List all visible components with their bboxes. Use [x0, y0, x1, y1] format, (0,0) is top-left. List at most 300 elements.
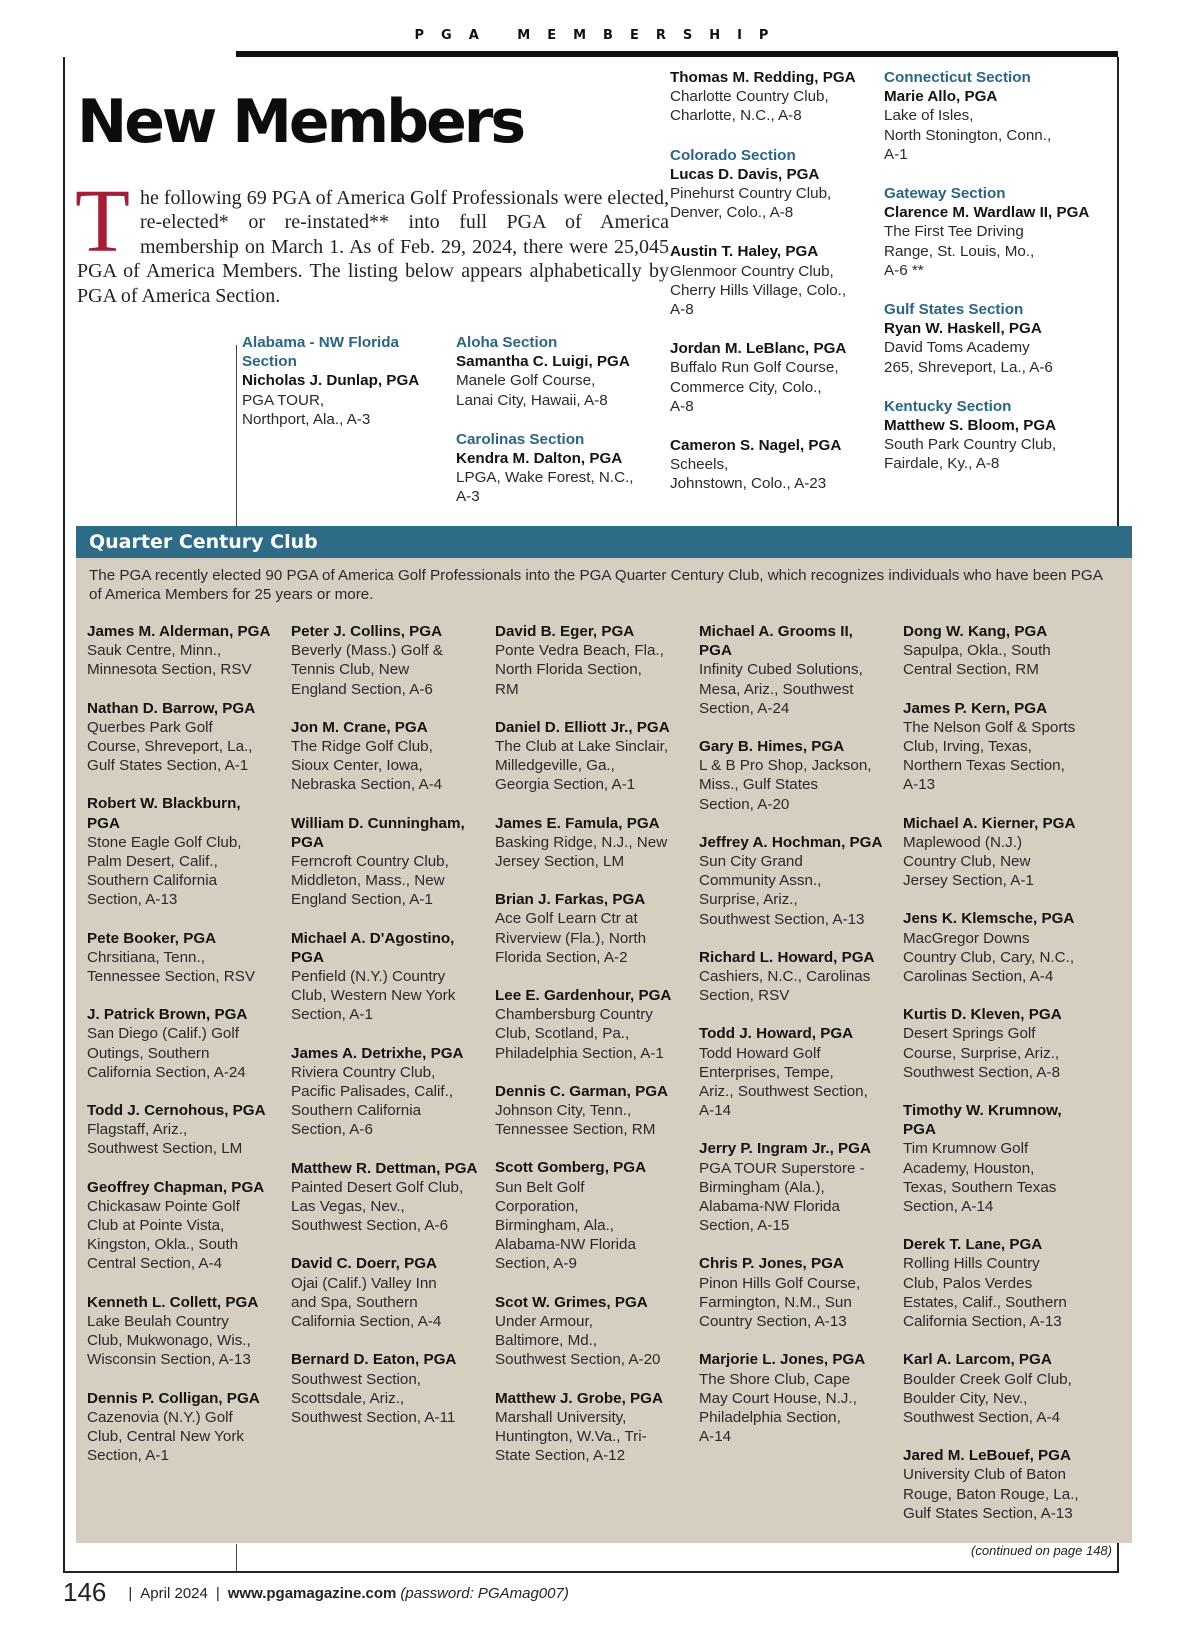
qcc-column-4	[699, 622, 889, 1465]
member-detail: L & B Pro Shop, Jackson,	[699, 757, 872, 775]
member-detail: Buffalo Run Golf Course,	[670, 359, 839, 377]
column-divider	[236, 345, 237, 527]
member-detail: Querbes Park Golf	[87, 718, 213, 736]
qcc-member-entry	[903, 1446, 1093, 1523]
member-entry	[456, 430, 656, 507]
member-name: Jon M. Crane, PGA	[291, 718, 428, 736]
member-name: Cameron S. Nagel, PGA	[670, 437, 842, 455]
member-detail: Mesa, Ariz., Southwest	[699, 680, 854, 698]
qcc-member-entry	[291, 1044, 481, 1140]
member-detail: Northern Texas Section,	[903, 757, 1065, 775]
member-detail: San Diego (Calif.) Golf	[87, 1025, 239, 1043]
qcc-member-entry	[87, 929, 277, 987]
member-detail: North Stonington, Conn.,	[884, 126, 1052, 144]
member-detail: Gulf States Section, A-1	[87, 757, 249, 775]
qcc-member-entry	[699, 737, 889, 814]
member-detail: Philadelphia Section,	[699, 1408, 841, 1426]
member-detail: Tim Krumnow Golf	[903, 1140, 1029, 1158]
member-name: Nicholas J. Dunlap, PGA	[242, 372, 420, 390]
member-detail: Section, A-15	[699, 1217, 790, 1235]
qcc-member-entry	[87, 1005, 277, 1082]
member-detail: Palm Desert, Calif.,	[87, 853, 218, 871]
member-detail: Section, A-24	[699, 699, 790, 717]
member-detail: Penfield (N.Y.) Country	[291, 968, 446, 986]
qcc-member-entry	[903, 1350, 1093, 1427]
member-detail: Range, St. Louis, Mo.,	[884, 242, 1035, 260]
member-detail: Country Club, New	[903, 853, 1031, 871]
member-name: Pete Booker, PGA	[87, 929, 217, 947]
qcc-column-1	[87, 622, 277, 1484]
member-name: Nathan D. Barrow, PGA	[87, 699, 256, 717]
member-detail: The First Tee Driving	[884, 223, 1024, 241]
member-name: Timothy W. Krumnow, PGA	[903, 1102, 1062, 1139]
qcc-member-entry	[699, 1024, 889, 1120]
member-entry	[670, 436, 875, 494]
member-detail: Glenmoor Country Club,	[670, 262, 834, 280]
qcc-member-entry	[87, 1178, 277, 1274]
member-detail: Southwest Section, LM	[87, 1140, 243, 1158]
member-detail: David Toms Academy	[884, 339, 1030, 357]
member-detail: Southwest Section, A-8	[903, 1063, 1061, 1081]
member-name: Michael A. Grooms II, PGA	[699, 623, 853, 660]
member-name: Clarence M. Wardlaw II, PGA	[884, 204, 1090, 222]
member-detail: Fairdale, Ky., A-8	[884, 455, 1000, 473]
member-name: Gary B. Himes, PGA	[699, 738, 845, 756]
footer-separator: |	[215, 1585, 220, 1602]
member-detail: Club at Pointe Vista,	[87, 1217, 225, 1235]
member-detail: Manele Golf Course,	[456, 372, 596, 390]
member-detail: Lake of Isles,	[884, 107, 974, 125]
member-detail: A-1	[884, 145, 908, 163]
page-footer	[63, 1577, 569, 1609]
member-name: Thomas M. Redding, PGA	[670, 69, 856, 86]
qcc-member-entry	[291, 718, 481, 795]
member-detail: Estates, Calif., Southern	[903, 1293, 1067, 1311]
member-detail: A-14	[699, 1428, 732, 1446]
qcc-member-entry	[699, 833, 889, 929]
member-entry	[670, 242, 875, 319]
qcc-member-entry	[87, 1101, 277, 1159]
member-entry	[670, 146, 875, 223]
member-detail: Community Assn.,	[699, 872, 822, 890]
member-detail: Stone Eagle Golf Club,	[87, 833, 242, 851]
member-detail: California Section, A-13	[903, 1313, 1062, 1331]
member-entry	[884, 397, 1104, 474]
member-detail: Chambersburg Country	[495, 1006, 653, 1024]
section-kicker: PGA MEMBERSHIP	[414, 28, 786, 43]
member-name: James E. Famula, PGA	[495, 814, 660, 832]
member-detail: Riviera Country Club,	[291, 1063, 436, 1081]
member-detail: Basking Ridge, N.J., New	[495, 833, 668, 851]
website-link[interactable]: www.pgamagazine.com	[227, 1585, 397, 1602]
member-detail: Central Section, A-4	[87, 1255, 223, 1273]
member-detail: Under Armour,	[495, 1312, 593, 1330]
member-name: Karl A. Larcom, PGA	[903, 1351, 1052, 1369]
quarter-century-club-description: The PGA recently elected 90 PGA of America Golf Professionals into the PGA Quarter Century Club, which recognizes individuals who have been PGA of America Members for 25 years or more.	[89, 567, 1103, 604]
member-name: Dennis C. Garman, PGA	[495, 1082, 669, 1100]
member-detail: Desert Springs Golf	[903, 1025, 1036, 1043]
member-name: Todd J. Cernohous, PGA	[87, 1102, 266, 1120]
member-detail: Johnstown, Colo., A-23	[670, 475, 827, 493]
member-name: Todd J. Howard, PGA	[699, 1025, 854, 1043]
member-name: Matthew J. Grobe, PGA	[495, 1389, 663, 1407]
new-members-column-3	[670, 68, 875, 514]
qcc-member-entry	[495, 986, 685, 1063]
member-detail: Huntington, W.Va., Tri-	[495, 1427, 647, 1445]
member-detail: Charlotte, N.C., A-8	[670, 107, 802, 125]
password-note: (password: PGAmag007)	[400, 1585, 569, 1602]
member-name: Michael A. Kierner, PGA	[903, 814, 1076, 832]
member-detail: Club, Western New York	[291, 987, 456, 1005]
member-detail: A-13	[903, 776, 936, 794]
member-detail: Carolinas Section, A-4	[903, 968, 1054, 986]
member-detail: North Florida Section,	[495, 661, 642, 679]
member-detail: Southwest Section, A-11	[291, 1408, 456, 1426]
member-detail: PGA TOUR,	[242, 391, 325, 409]
member-detail: Denver, Colo., A-8	[670, 204, 794, 222]
intro-text: he following 69 PGA of America Golf Professionals were elected, re-elected* or re-instated** into full PGA of America membership on March 1. As of Feb. 29, 2024, there were 25,045 PGA of America Members. The listing below appears alphabetically by PGA of America Section.	[77, 187, 669, 307]
member-name: Jordan M. LeBlanc, PGA	[670, 340, 847, 358]
qcc-member-entry	[699, 1139, 889, 1235]
member-detail: Corporation,	[495, 1197, 579, 1215]
qcc-member-entry	[903, 622, 1093, 680]
member-detail: Pacific Palisades, Calif.,	[291, 1083, 454, 1101]
member-detail: Section, A-13	[87, 891, 178, 909]
member-detail: Kingston, Okla., South	[87, 1236, 239, 1254]
issue-date: April 2024	[140, 1585, 208, 1602]
member-detail: Chickasaw Pointe Golf	[87, 1197, 240, 1215]
qcc-member-entry	[903, 814, 1093, 891]
member-entry	[456, 333, 656, 410]
member-detail: 265, Shreveport, La., A-6	[884, 358, 1053, 376]
member-detail: Philadelphia Section, A-1	[495, 1044, 664, 1062]
member-detail: Birmingham, Ala.,	[495, 1217, 615, 1235]
member-name: Matthew S. Bloom, PGA	[884, 417, 1057, 435]
member-name: Matthew R. Dettman, PGA	[291, 1159, 478, 1177]
member-detail: A-8	[670, 397, 694, 415]
member-name: Michael A. D'Agostino, PGA	[291, 929, 455, 966]
member-detail: Club, Scotland, Pa.,	[495, 1025, 630, 1043]
member-detail: Marshall University,	[495, 1408, 627, 1426]
member-detail: Pinon Hills Golf Course,	[699, 1274, 861, 1292]
frame-left-rule	[63, 57, 65, 1573]
member-detail: Pinehurst Country Club,	[670, 185, 832, 203]
member-detail: Northport, Ala., A-3	[242, 410, 371, 428]
qcc-member-entry	[495, 1293, 685, 1370]
member-detail: The Club at Lake Sinclair,	[495, 738, 669, 756]
qcc-member-entry	[291, 1350, 481, 1427]
member-detail: Painted Desert Golf Club,	[291, 1178, 464, 1196]
member-detail: Sapulpa, Okla., South	[903, 642, 1051, 660]
member-detail: Club, Palos Verdes	[903, 1274, 1033, 1292]
new-members-column-1	[242, 333, 447, 449]
member-name: Marie Allo, PGA	[884, 88, 998, 106]
member-name: Dennis P. Colligan, PGA	[87, 1389, 260, 1407]
member-entry	[884, 184, 1104, 280]
member-detail: Maplewood (N.J.)	[903, 833, 1023, 851]
intro-paragraph	[75, 172, 669, 308]
member-name: Jerry P. Ingram Jr., PGA	[699, 1140, 871, 1158]
member-detail: Johnson City, Tenn.,	[495, 1102, 632, 1120]
member-detail: Charlotte Country Club,	[670, 88, 829, 106]
member-detail: Lanai City, Hawaii, A-8	[456, 391, 608, 409]
member-detail: Section, A-9	[495, 1255, 577, 1273]
section-heading: Connecticut Section	[884, 69, 1031, 86]
member-detail: England Section, A-1	[291, 891, 433, 909]
member-detail: Miss., Gulf States	[699, 776, 819, 794]
member-detail: Rolling Hills Country	[903, 1255, 1040, 1273]
member-detail: Course, Shreveport, La.,	[87, 738, 253, 756]
member-name: Peter J. Collins, PGA	[291, 623, 443, 640]
new-members-column-2	[456, 333, 656, 527]
drop-cap: T	[75, 172, 130, 271]
member-detail: State Section, A-12	[495, 1447, 626, 1465]
member-name: Kurtis D. Kleven, PGA	[903, 1006, 1062, 1024]
member-name: James P. Kern, PGA	[903, 699, 1048, 717]
member-detail: Tennis Club, New	[291, 661, 410, 679]
member-name: Geoffrey Chapman, PGA	[87, 1178, 265, 1196]
member-detail: Baltimore, Md.,	[495, 1332, 598, 1350]
member-detail: Sun Belt Golf	[495, 1178, 585, 1196]
section-heading: Gulf States Section	[884, 301, 1024, 319]
qcc-member-entry	[87, 794, 277, 909]
member-detail: Section, A-6	[291, 1121, 373, 1139]
member-detail: Course, Surprise, Ariz.,	[903, 1044, 1060, 1062]
member-name: Samantha C. Luigi, PGA	[456, 353, 630, 371]
section-heading: Kentucky Section	[884, 397, 1012, 415]
qcc-member-entry	[495, 1158, 685, 1273]
member-detail: Milledgeville, Ga.,	[495, 757, 615, 775]
continued-note: (continued on page 148)	[971, 1543, 1112, 1558]
qcc-member-entry	[903, 1101, 1093, 1216]
qcc-member-entry	[87, 1389, 277, 1466]
member-detail: California Section, A-4	[291, 1313, 442, 1331]
member-detail: Southwest Section, A-13	[699, 910, 865, 928]
member-detail: Jersey Section, LM	[495, 853, 625, 871]
member-name: J. Patrick Brown, PGA	[87, 1006, 248, 1024]
qcc-member-entry	[495, 1389, 685, 1466]
page-number: 146	[63, 1577, 107, 1607]
member-entry	[242, 333, 447, 429]
section-heading: Alabama - NW Florida Section	[242, 334, 399, 371]
member-detail: Ponte Vedra Beach, Fla.,	[495, 642, 664, 660]
member-detail: Surprise, Ariz.,	[699, 891, 798, 909]
member-entry	[884, 68, 1104, 164]
member-detail: Ferncroft Country Club,	[291, 853, 449, 871]
member-detail: Scottsdale, Ariz.,	[291, 1389, 405, 1407]
member-detail: Central Section, RM	[903, 661, 1039, 679]
member-entry	[670, 68, 875, 126]
qcc-member-entry	[495, 718, 685, 795]
member-name: Kendra M. Dalton, PGA	[456, 450, 623, 468]
member-detail: Cherry Hills Village, Colo.,	[670, 281, 847, 299]
qcc-member-entry	[291, 929, 481, 1025]
member-detail: May Court House, N.J.,	[699, 1389, 857, 1407]
qcc-member-entry	[903, 699, 1093, 795]
member-detail: Gulf States Section, A-13	[903, 1504, 1073, 1522]
qcc-member-entry	[495, 890, 685, 967]
member-detail: Riverview (Fla.), North	[495, 929, 647, 947]
member-detail: Flagstaff, Ariz.,	[87, 1121, 188, 1139]
member-detail: California Section, A-24	[87, 1063, 246, 1081]
member-detail: Tennessee Section, RM	[495, 1121, 656, 1139]
member-name: Robert W. Blackburn, PGA	[87, 795, 241, 832]
member-entry	[670, 339, 875, 416]
member-name: Lucas D. Davis, PGA	[670, 165, 820, 183]
member-name: Scott Gomberg, PGA	[495, 1159, 647, 1177]
member-detail: Enterprises, Tempe,	[699, 1063, 834, 1081]
member-detail: Florida Section, A-2	[495, 948, 628, 966]
member-detail: Alabama-NW Florida	[495, 1236, 636, 1254]
member-name: Bernard D. Eaton, PGA	[291, 1351, 457, 1369]
member-detail: Nebraska Section, A-4	[291, 776, 443, 794]
member-detail: Lake Beulah Country	[87, 1312, 229, 1330]
member-detail: Section, RSV	[699, 987, 790, 1005]
member-name: Lee E. Gardenhour, PGA	[495, 987, 672, 1005]
top-rule	[236, 51, 1118, 57]
member-detail: Jersey Section, A-1	[903, 872, 1034, 890]
footer-separator: |	[128, 1585, 133, 1602]
qcc-member-entry	[291, 1159, 481, 1236]
member-detail: Todd Howard Golf	[699, 1044, 821, 1062]
member-detail: The Nelson Golf & Sports	[903, 718, 1076, 736]
member-name: James A. Detrixhe, PGA	[291, 1044, 464, 1062]
member-detail: Southwest Section,	[291, 1370, 422, 1388]
member-name: Jens K. Klemsche, PGA	[903, 910, 1075, 928]
qcc-member-entry	[87, 1293, 277, 1370]
member-name: Chris P. Jones, PGA	[699, 1255, 844, 1273]
qcc-member-entry	[87, 622, 277, 680]
member-detail: Ace Golf Learn Ctr at	[495, 910, 638, 928]
section-heading: Colorado Section	[670, 146, 796, 164]
member-detail: RM	[495, 680, 519, 698]
member-detail: Boulder City, Nev.,	[903, 1389, 1028, 1407]
member-detail: Commerce City, Colo.,	[670, 378, 822, 396]
qcc-member-entry	[699, 1254, 889, 1331]
qcc-column-3	[495, 622, 685, 1484]
member-detail: University Club of Baton	[903, 1466, 1066, 1484]
member-detail: Sun City Grand	[699, 853, 803, 871]
member-name: Jared M. LeBouef, PGA	[903, 1447, 1071, 1465]
qcc-column-2	[291, 622, 481, 1446]
member-detail: Texas, Southern Texas	[903, 1178, 1057, 1196]
qcc-member-entry	[699, 622, 889, 718]
member-name: Jeffrey A. Hochman, PGA	[699, 833, 883, 851]
qcc-column-5	[903, 622, 1093, 1542]
member-name: David C. Doerr, PGA	[291, 1255, 438, 1273]
member-detail: Southwest Section, A-6	[291, 1217, 449, 1235]
qcc-member-entry	[291, 1254, 481, 1331]
member-name: Daniel D. Elliott Jr., PGA	[495, 718, 670, 736]
qcc-member-entry	[495, 1082, 685, 1140]
member-detail: Section, A-20	[699, 795, 790, 813]
member-detail: Cazenovia (N.Y.) Golf	[87, 1408, 233, 1426]
page-title: New Members	[77, 87, 524, 157]
member-detail: LPGA, Wake Forest, N.C.,	[456, 469, 634, 487]
member-detail: Beverly (Mass.) Golf &	[291, 642, 443, 660]
member-detail: Southwest Section, A-20	[495, 1351, 661, 1369]
member-entry	[884, 300, 1104, 377]
member-detail: Ariz., Southwest Section,	[699, 1083, 868, 1101]
member-detail: A-14	[699, 1102, 732, 1120]
member-detail: Club, Mukwonago, Wis.,	[87, 1332, 251, 1350]
member-detail: Georgia Section, A-1	[495, 776, 636, 794]
member-detail: Sauk Centre, Minn.,	[87, 642, 222, 660]
member-detail: Minnesota Section, RSV	[87, 661, 252, 679]
member-name: Dong W. Kang, PGA	[903, 623, 1048, 640]
section-heading: Aloha Section	[456, 334, 558, 351]
member-detail: Outings, Southern	[87, 1044, 210, 1062]
member-detail: A-3	[456, 488, 480, 506]
member-detail: Sioux Center, Iowa,	[291, 757, 423, 775]
member-name: Brian J. Farkas, PGA	[495, 891, 646, 909]
member-detail: Las Vegas, Nev.,	[291, 1198, 405, 1216]
member-name: Ryan W. Haskell, PGA	[884, 320, 1042, 338]
member-detail: Ojai (Calif.) Valley Inn	[291, 1274, 437, 1292]
member-detail: Tennessee Section, RSV	[87, 968, 256, 986]
member-name: Austin T. Haley, PGA	[670, 243, 819, 261]
member-name: Derek T. Lane, PGA	[903, 1236, 1043, 1254]
qcc-member-entry	[87, 699, 277, 776]
member-detail: A-8	[670, 301, 694, 319]
member-name: David B. Eger, PGA	[495, 623, 635, 640]
member-detail: Chrsitiana, Tenn.,	[87, 948, 205, 966]
member-detail: Club, Central New York	[87, 1427, 245, 1445]
qcc-member-entry	[699, 948, 889, 1006]
member-detail: Boulder Creek Golf Club,	[903, 1370, 1072, 1388]
new-members-column-4	[884, 68, 1104, 494]
member-detail: Infinity Cubed Solutions,	[699, 661, 863, 679]
member-name: William D. Cunningham, PGA	[291, 814, 465, 851]
member-name: Richard L. Howard, PGA	[699, 948, 875, 966]
member-detail: Club, Irving, Texas,	[903, 738, 1032, 756]
section-heading: Gateway Section	[884, 185, 1006, 203]
qcc-member-entry	[495, 814, 685, 872]
member-detail: PGA TOUR Superstore -	[699, 1159, 865, 1177]
member-detail: Scheels,	[670, 456, 729, 474]
member-detail: and Spa, Southern	[291, 1293, 418, 1311]
member-name: Scot W. Grimes, PGA	[495, 1293, 648, 1311]
member-detail: Southern California	[291, 1102, 422, 1120]
qcc-member-entry	[291, 814, 481, 910]
qcc-member-entry	[699, 1350, 889, 1446]
quarter-century-club-title: Quarter Century Club	[89, 531, 318, 553]
member-detail: The Ridge Golf Club,	[291, 738, 433, 756]
member-detail: Country Section, A-13	[699, 1313, 847, 1331]
member-detail: Academy, Houston,	[903, 1159, 1035, 1177]
member-detail: Section, A-1	[291, 1006, 373, 1024]
member-detail: South Park Country Club,	[884, 436, 1057, 454]
member-detail: The Shore Club, Cape	[699, 1370, 851, 1388]
qcc-member-entry	[903, 909, 1093, 986]
member-detail: MacGregor Downs	[903, 929, 1030, 947]
member-detail: Wisconsin Section, A-13	[87, 1351, 251, 1369]
member-detail: Country Club, Cary, N.C.,	[903, 948, 1075, 966]
member-detail: Middleton, Mass., New	[291, 872, 445, 890]
qcc-member-entry	[291, 622, 481, 699]
member-name: James M. Alderman, PGA	[87, 623, 271, 640]
member-name: Kenneth L. Collett, PGA	[87, 1293, 259, 1311]
qcc-member-entry	[495, 622, 685, 699]
member-detail: Southwest Section, A-4	[903, 1408, 1061, 1426]
column-divider-bottom	[236, 1544, 237, 1572]
member-detail: England Section, A-6	[291, 680, 433, 698]
section-heading: Carolinas Section	[456, 430, 585, 448]
qcc-member-entry	[903, 1235, 1093, 1331]
member-detail: A-6 **	[884, 261, 924, 279]
member-detail: Alabama-NW Florida	[699, 1198, 840, 1216]
member-detail: Section, A-1	[87, 1447, 169, 1465]
